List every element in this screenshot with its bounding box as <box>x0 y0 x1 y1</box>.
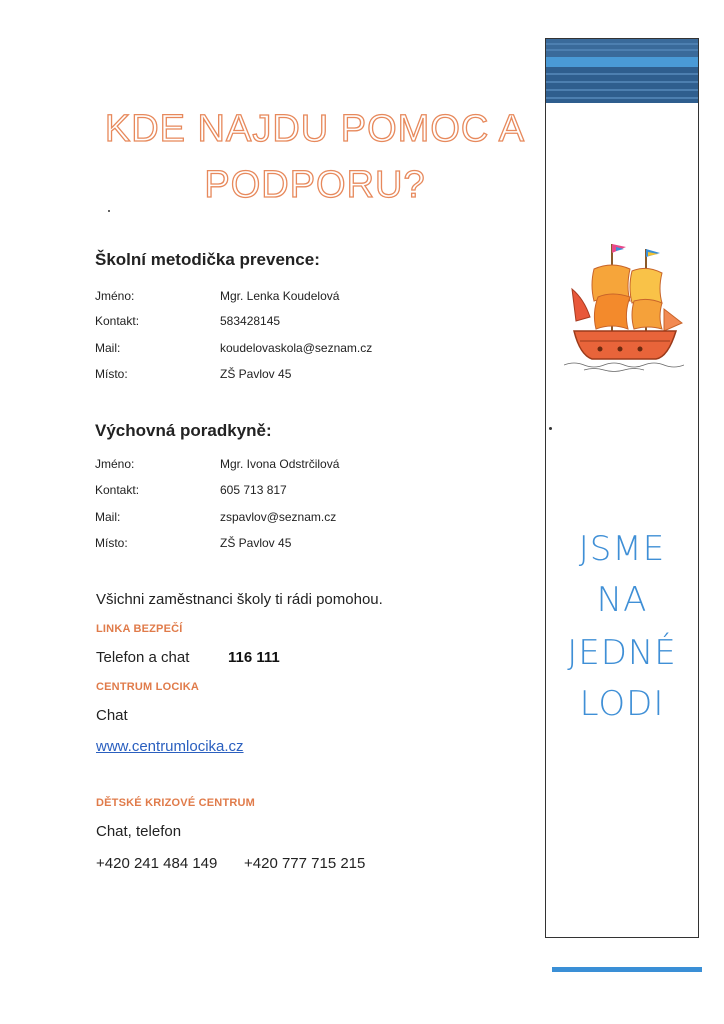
locika-label: Chat <box>96 707 128 724</box>
row-label: Jméno: <box>95 289 135 303</box>
header-band-dark <box>546 67 698 103</box>
linka-number: 116 111 <box>228 649 280 666</box>
row-label: Místo: <box>95 536 128 550</box>
scan-speck <box>108 210 110 212</box>
sidebar-panel <box>545 38 699 938</box>
row-label: Kontakt: <box>95 314 140 328</box>
crisis-label: Chat, telefon <box>96 823 182 840</box>
row-value: Mgr. Ivona Odstrčilová <box>220 457 340 471</box>
linka-bezpeci-heading: LINKA BEZPEČÍ <box>96 623 183 635</box>
staff-note: Všichni zaměstnanci školy ti rádi pomohou. <box>96 591 383 608</box>
crisis-phone-1: +420 241 484 149 <box>96 855 218 872</box>
row-label: Mail: <box>95 510 121 524</box>
prevention-heading: Školní metodička prevence: <box>95 250 320 269</box>
slogan-line-1: JSME <box>578 529 666 569</box>
header-band-light <box>546 57 698 67</box>
row-value: ZŠ Pavlov 45 <box>220 536 292 550</box>
slogan-line-2: NA <box>596 580 648 620</box>
slogan-line-3: JEDNÉ <box>567 633 677 673</box>
locika-link[interactable]: www.centrumlocika.cz <box>96 738 244 755</box>
row-value: 583428145 <box>220 314 281 328</box>
scan-speck <box>549 427 552 430</box>
crisis-center-heading: DĚTSKÉ KRIZOVÉ CENTRUM <box>96 797 256 809</box>
header-band <box>546 39 698 57</box>
ship-icon <box>564 239 684 374</box>
linka-label: Telefon a chat <box>96 649 190 666</box>
slogan-line-4: LODI <box>579 684 665 724</box>
row-value: 605 713 817 <box>220 483 287 497</box>
row-label: Kontakt: <box>95 483 140 497</box>
row-value: Mgr. Lenka Koudelová <box>220 289 340 303</box>
row-value: ZŠ Pavlov 45 <box>220 367 292 381</box>
row-label: Místo: <box>95 367 128 381</box>
counselor-heading: Výchovná poradkyně: <box>95 421 272 440</box>
footer-bar <box>552 967 702 972</box>
centrum-locika-heading: CENTRUM LOCIKA <box>96 681 200 693</box>
page-title-line1: KDE NAJDU POMOC A <box>104 108 526 150</box>
crisis-phone-2: +420 777 715 215 <box>244 855 366 872</box>
row-value: zspavlov@seznam.cz <box>220 510 337 524</box>
page-title-line2: PODPORU? <box>204 164 426 206</box>
row-label: Jméno: <box>95 457 135 471</box>
row-label: Mail: <box>95 341 121 355</box>
row-value: koudelovaskola@seznam.cz <box>220 341 373 355</box>
